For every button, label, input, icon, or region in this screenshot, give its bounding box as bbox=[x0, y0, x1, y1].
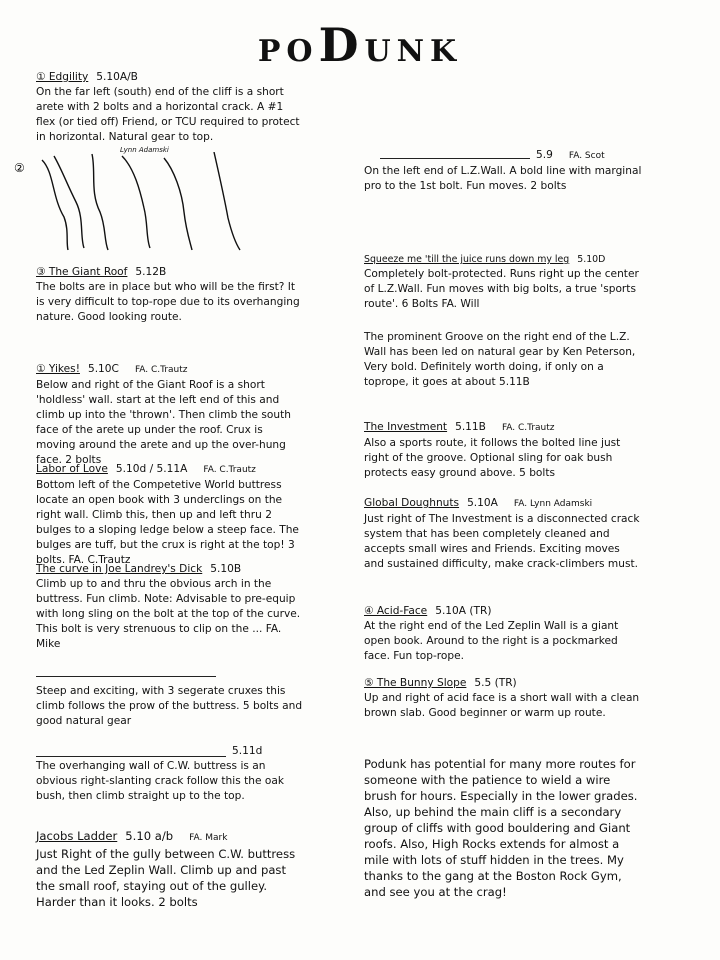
sketch-label: ② bbox=[14, 161, 25, 175]
route-entry-bunny-slope bbox=[364, 676, 642, 721]
route-description: The bolts are in place but who will be the first? It is very difficult to top-rope due to its overhanging nature. Good looking route. bbox=[36, 281, 300, 323]
route-description: On the left end of L.Z.Wall. A bold line with marginal pro to the 1st bolt. Fun moves. 2 bolts bbox=[364, 165, 642, 192]
route-entry-groove bbox=[364, 330, 642, 390]
route-heading: The Investment 5.11B FA. C.Trautz bbox=[364, 421, 555, 433]
route-entry-labor-of-love bbox=[36, 462, 304, 568]
route-entry-curve bbox=[36, 562, 304, 652]
route-heading: 5.11d bbox=[232, 745, 263, 757]
route-heading: Global Doughnuts 5.10A FA. Lynn Adamski bbox=[364, 497, 593, 509]
title-letter: U bbox=[364, 34, 397, 69]
route-entry-lz-left bbox=[364, 148, 642, 194]
route-entry-giant-roof bbox=[36, 265, 304, 325]
route-entry-squeeze-me bbox=[364, 252, 642, 312]
route-heading: Labor of Love 5.10d / 5.11A FA. C.Trautz bbox=[36, 463, 256, 475]
title-letter: O bbox=[286, 34, 319, 69]
title-letter: D bbox=[318, 18, 365, 72]
closing-note bbox=[364, 756, 642, 900]
route-heading: ③ The Giant Roof 5.12B bbox=[36, 266, 167, 278]
route-description: Steep and exciting, with 3 segerate cruxes this climb follows the prow of the buttress. 5 bolts and good natural gear bbox=[36, 685, 303, 727]
route-heading: ① Yikes! 5.10C FA. C.Trautz bbox=[36, 363, 188, 375]
route-name-blank bbox=[36, 676, 216, 677]
route-description: The prominent Groove on the right end of the L.Z. Wall has been led on natural gear by Ken Peterson, Very bold. Definitely worth doing, if only on a toprope, it goes at about 5.11B bbox=[364, 331, 636, 388]
route-heading: ① Edgility 5.10A/B bbox=[36, 71, 138, 83]
route-heading: ④ Acid-Face 5.10A (TR) bbox=[364, 605, 492, 617]
title-letter: N bbox=[396, 34, 431, 69]
closing-text: Podunk has potential for many more routes for someone with the patience to wield a wire brush for hours. Especially in the lower grades. Also, up behind the main cliff is a secondary group of cliffs with good bouldering and Giant roofs. Also, High Rocks extends for almost a mile with lots of stuff hidden in the trees. My thanks to the gang at the Boston Rock Gym, and see you at the crag! bbox=[364, 757, 638, 899]
route-description: Below and right of the Giant Roof is a short 'holdless' wall. start at the left end of this and climb up into the 'thrown'. Then climb the south face of the arete up under the roof. Crux is moving around the arete and up the over-hung face. 2 bolts bbox=[36, 379, 291, 466]
route-entry-yikes bbox=[36, 362, 304, 468]
title-letter: P bbox=[257, 34, 287, 69]
route-description: Also a sports route, it follows the bolted line just right of the groove. Optional sling for oak bush protects easy ground above. 5 bolts bbox=[364, 437, 621, 479]
page-title bbox=[0, 18, 720, 72]
route-entry-edgility bbox=[36, 70, 304, 145]
route-entry-cw-prow bbox=[36, 684, 304, 729]
route-entry-global-doughnuts bbox=[364, 496, 642, 572]
route-description: Climb up to and thru the obvious arch in the buttress. Fun climb. Note: Advisable to pre-equip with long sling on the bolt at the top of the curve. This bolt is very strenuous to clip on the ... FA. Mike bbox=[36, 578, 301, 650]
route-heading: 5.9 FA. Scot bbox=[536, 149, 605, 161]
title-text bbox=[258, 18, 462, 72]
route-description: The overhanging wall of C.W. buttress is an obvious right-slanting crack follow this the oak bush, then climb straight up to the top. bbox=[36, 760, 284, 802]
route-description: Just right of The Investment is a disconnected crack system that has been completely cleaned and accepts small wires and Friends. Exciting moves and sustained difficulty, make crack-climbers must. bbox=[364, 513, 640, 570]
route-entry-cw-crack bbox=[36, 744, 304, 804]
route-heading: Squeeze me 'till the juice runs down my leg 5.10D bbox=[364, 254, 606, 265]
route-description: Just Right of the gully between C.W. buttress and the Led Zeplin Wall. Climb up and past the small roof, staying out of the gulley. Harder than it looks. 2 bolts bbox=[36, 847, 296, 909]
route-description: Completely bolt-protected. Runs right up the center of L.Z.Wall. Fun moves with big bolts, a true 'sports route'. 6 Bolts FA. Will bbox=[364, 268, 639, 310]
route-description: Up and right of acid face is a short wall with a clean brown slab. Good beginner or warm up route. bbox=[364, 692, 640, 719]
route-heading: ⑤ The Bunny Slope 5.5 (TR) bbox=[364, 677, 517, 689]
route-entry-acid-face bbox=[364, 604, 642, 664]
sketch-credit: Lynn Adamski bbox=[120, 146, 169, 154]
route-description: At the right end of the Led Zeplin Wall is a giant open book. Around to the right is a pockmarked face. Fun top-rope. bbox=[364, 620, 619, 662]
route-heading: The curve in Joe Landrey's Dick 5.10B bbox=[36, 563, 242, 575]
route-description: Bottom left of the Competetive World buttress locate an open book with 3 underclings on the right wall. Climb this, then up and left thru 2 bulges to a sloping ledge below a steep face. The bulges are tuff, but the crux is right at the top! 3 bolts. FA. C.Trautz bbox=[36, 479, 299, 566]
title-letter: K bbox=[430, 34, 463, 69]
route-description: On the far left (south) end of the cliff is a short arete with 2 bolts and a horizontal crack. A #1 flex (or tied off) Friend, or TCU required to protect in horizontal. Natural gear to top. bbox=[36, 86, 300, 143]
cliff-sketch bbox=[14, 152, 314, 252]
route-entry-investment bbox=[364, 420, 642, 481]
route-entry-jacobs-ladder bbox=[36, 828, 304, 910]
route-heading: Jacobs Ladder 5.10 a/b FA. Mark bbox=[36, 829, 228, 843]
